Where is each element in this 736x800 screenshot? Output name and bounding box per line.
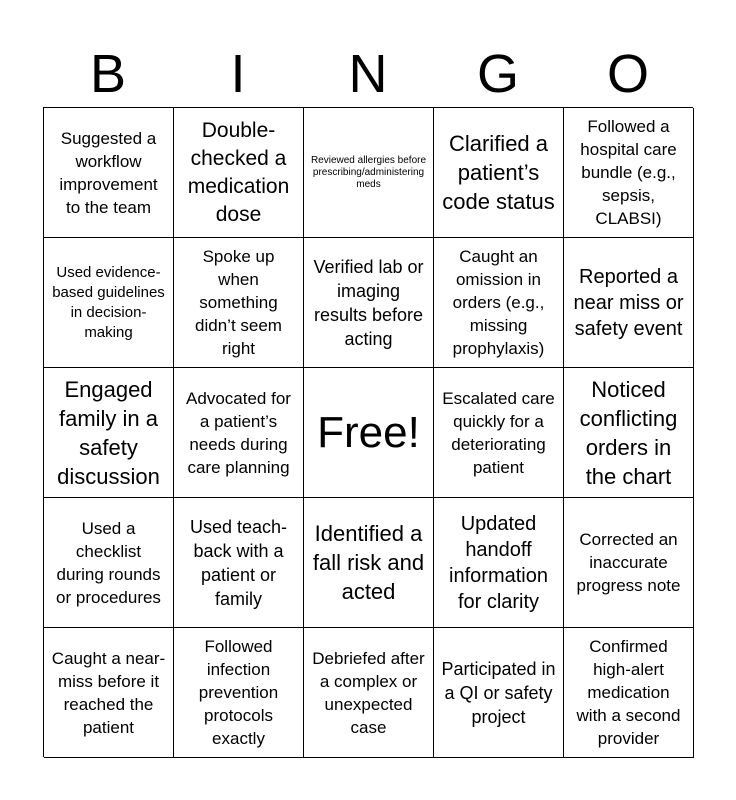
bingo-cell-r2c2[interactable] [174,238,304,368]
cell-text: Double-checked a medication dose [187,118,290,226]
bingo-cell-r2c3[interactable] [304,238,434,368]
cell-text: Advocated for a patient’s needs during care planning [186,388,291,477]
bingo-cell-r1c4[interactable] [434,108,564,238]
cell-text: Followed a hospital care bundle (e.g., sepsis, CLABSI) [580,117,677,228]
cell-text: Engaged family in a safety discussion [57,376,160,489]
bingo-cell-r1c3[interactable] [304,108,434,238]
header-letter-g: G [476,44,519,104]
bingo-cell-r1c5[interactable] [564,108,694,238]
bingo-cell-r4c1[interactable] [44,498,174,628]
bingo-cell-r4c3[interactable] [304,498,434,628]
cell-text: Debriefed after a complex or unexpected case [312,648,425,737]
bingo-cell-r5c2[interactable] [174,628,304,758]
cell-text: Used teach-back with a patient or family [189,516,288,609]
bingo-cell-r4c2[interactable] [174,498,304,628]
free-space[interactable] [304,368,434,498]
bingo-cell-r2c1[interactable] [44,238,174,368]
bingo-cell-r2c5[interactable] [564,238,694,368]
cell-text: Spoke up when something didn’t seem right [195,247,282,358]
cell-text: Followed infection prevention protocols exactly [198,637,279,748]
bingo-cell-r4c4[interactable] [434,498,564,628]
free-space-text: Free! [317,407,420,457]
bingo-cell-r5c4[interactable] [434,628,564,758]
cell-text: Clarified a patient’s code status [442,131,555,214]
bingo-cell-r5c1[interactable] [44,628,174,758]
cell-text: Identified a fall risk and acted [312,521,425,604]
cell-text: Noticed conflicting orders in the chart [579,376,678,489]
cell-text: Reported a near miss or safety event [573,265,684,340]
cell-text: Caught an omission in orders (e.g., missing prophylaxis) [452,247,545,358]
bingo-cell-r1c1[interactable] [44,108,174,238]
header-letter-b: B [89,44,127,104]
bingo-cell-r2c4[interactable] [434,238,564,368]
bingo-card [43,107,693,757]
bingo-cell-r3c5[interactable] [564,368,694,498]
cell-text: Used a checklist during rounds or procedures [56,518,161,607]
header-letter-o: O [606,44,649,104]
cell-text: Caught a near-miss before it reached the patient [51,648,166,737]
bingo-cell-r3c1[interactable] [44,368,174,498]
cell-text: Used evidence-based guidelines in decision-making [52,263,165,341]
cell-text: Suggested a workflow improvement to the team [59,128,158,217]
cell-text: Escalated care quickly for a deteriorating patient [442,388,555,477]
bingo-cell-r4c5[interactable] [564,498,694,628]
bingo-header [43,40,693,108]
bingo-cell-r1c2[interactable] [174,108,304,238]
header-letter-i: I [230,44,246,104]
bingo-cell-r5c5[interactable] [564,628,694,758]
cell-text: Verified lab or imaging results before acting [313,256,424,349]
cell-text: Corrected an inaccurate progress note [576,530,681,595]
bingo-cell-r5c3[interactable] [304,628,434,758]
bingo-cell-r3c4[interactable] [434,368,564,498]
cell-text: Participated in a QI or safety project [441,658,556,727]
cell-text: Confirmed high-alert medication with a second provider [576,637,681,748]
cell-text: Updated handoff information for clarity [449,512,548,613]
bingo-cell-r3c2[interactable] [174,368,304,498]
header-letter-n: N [348,44,388,104]
cell-text: Reviewed allergies before prescribing/administering meds [310,154,427,190]
